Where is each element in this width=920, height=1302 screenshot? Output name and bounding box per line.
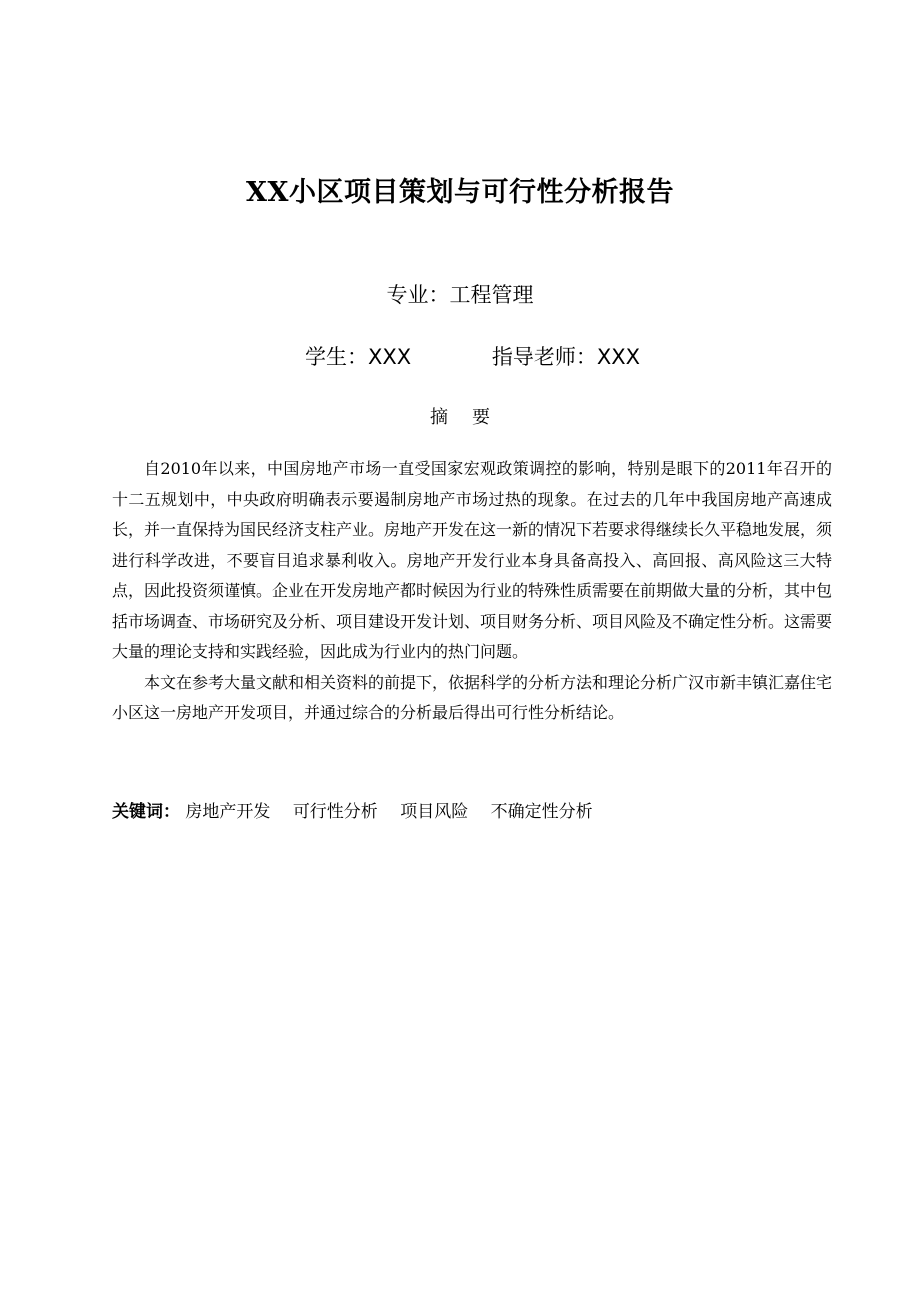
- abstract-heading: 摘要: [430, 407, 514, 428]
- keyword: 不确定性分析: [490, 802, 593, 822]
- keyword: 项目风险: [400, 802, 469, 822]
- abstract-paragraph: 本文在参考大量文献和相关资料的前提下，依据科学的分析方法和理论分析广汉市新丰镇汇嘉住宅小区这一房地产开发项目，并通过综合的分析最后得出可行性分析结论。: [112, 672, 833, 722]
- advisor-name: 指导老师：XXX: [491, 345, 641, 369]
- student-name: 学生：XXX: [305, 345, 412, 369]
- author-line: [305, 341, 640, 371]
- keyword: 可行性分析: [292, 802, 378, 822]
- keyword: 房地产开发: [185, 802, 271, 822]
- document-title: XX小区项目策划与可行性分析报告: [246, 177, 674, 208]
- keywords-label: 关键词：: [112, 802, 180, 822]
- keywords-line: [112, 797, 610, 822]
- abstract-body: [112, 454, 832, 729]
- abstract-paragraph: 自2010年以来，中国房地产市场一直受国家宏观政策调控的影响，特别是眼下的2011年召开的十二五规划中，中央政府明确表示要遏制房地产市场过热的现象。在过去的几年中我国房地产高速成长，并一直保持为国民经济支柱产业。房地产开发在这一新的情况下若要求得继续长久平稳地发展，须进行科学改进，不要盲目追求暴利收入。房地产开发行业本身具备高投入、高回报、高风险这三大特点，因此投资须谨慎。企业在开发房地产都时候因为行业的特殊性质需要在前期做大量的分析，其中包括市场调查、市场研究及分析、项目建设开发计划、项目财务分析、项目风险及不确定性分析。这需要大量的理论支持和实践经验，因此成为行业内的热门问题。: [112, 459, 833, 661]
- major-line: 专业：工程管理: [386, 283, 534, 307]
